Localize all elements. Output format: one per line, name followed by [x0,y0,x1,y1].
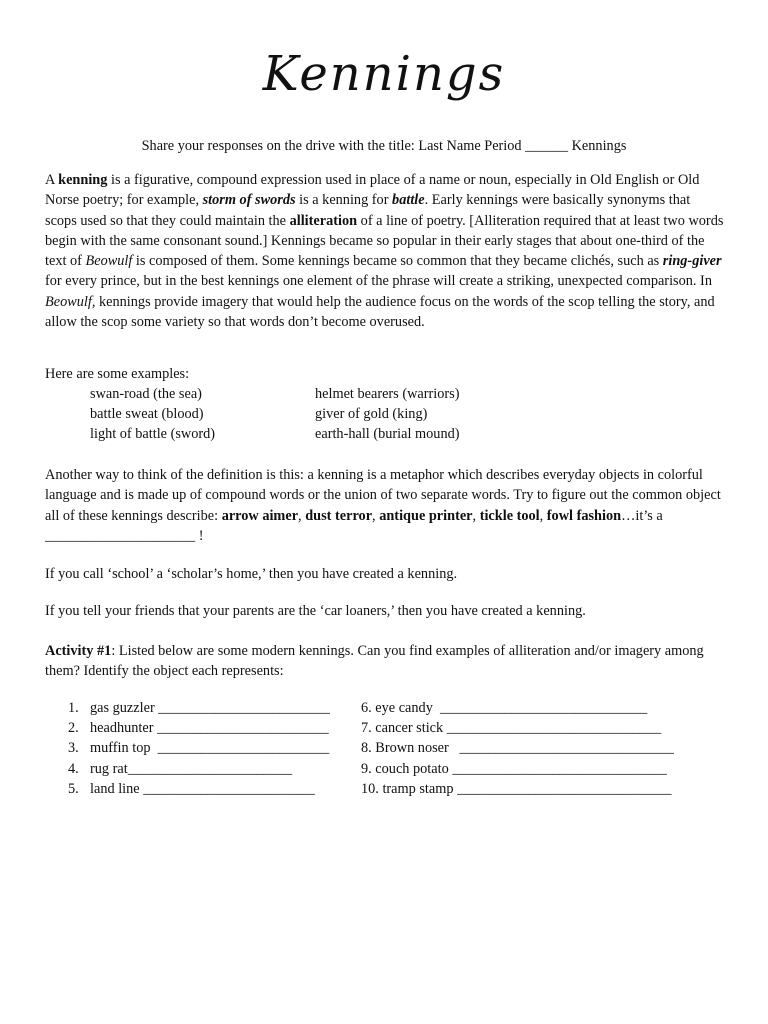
example-battle: battle [392,192,425,209]
example-left: swan-road (the sea) [90,386,202,402]
example-right: helmet bearers (warriors) [315,386,460,402]
answer-blank[interactable]: ______________________________ [452,761,667,777]
answer-blank[interactable]: ________________________ [157,740,330,756]
example-left: battle sweat (blood) [90,406,204,422]
answer-blank[interactable]: ______________________________ [457,781,672,797]
example-row [90,386,690,406]
activity-item: 6. eye candy _____________________________ [361,700,648,716]
example-row [90,406,690,426]
car-example: If you tell your friends that your parents are the ‘car loaners,’ then you have created a kenning. [45,603,586,619]
example-right: giver of gold (king) [315,406,428,422]
activity-item: 3. muffin top ________________________ [68,740,330,756]
example-left: light of battle (sword) [90,426,216,442]
activity-item: 2. headhunter ________________________ [68,720,329,736]
answer-blank[interactable]: ______________________________ [446,720,662,736]
activity-item: 5. land line ________________________ [68,781,315,797]
activity-item: 8. Brown noser ______________________________ [361,740,674,756]
activity-instructions: Activity #1: Listed below are some modern kennings. Can you find examples of alliteration and/or imagery among them? Identify the object each represents: [45,643,704,680]
examples-heading: Here are some examples: [45,366,190,382]
term-alliteration: alliteration [289,212,358,229]
activity-label: Activity #1 [45,643,112,659]
example-storm-of-swords: storm of swords [202,192,296,209]
example-ring-giver: ring-giver [662,253,722,270]
answer-blank[interactable]: _____________________________ [440,700,648,716]
answer-blank[interactable]: ________________________ [158,700,330,716]
intro-paragraph: A kenning is a figurative, compound expression used in place of a name or noun, especially in Old English or Old Norse poetry; for example, storm of swords is a kenning for battle. Early kennings were basically synonyms that scops used so that they could maintain the alliteration of a line of poetry. [Alliteration required that at least two words begin with the same consonant sound.] Kennings became so popular in their early stages that about one-third of the text of Beowulf is composed of them. Some kennings became so common that they became clichés, such as ring-giver for every prince, but in the best kennings one element of the phrase will create a striking, unexpected comparison. In Beowulf, kennings provide imagery that would help the audience focus on the words of the scop telling the story, and allow the scop some variety so that words don’t become overused. [45,172,724,331]
definition-paragraph: Another way to think of the definition is this: a kenning is a metaphor which describes everyday objects in colorful language and is made up of compound words or the union of two separate words. Try to figure out the common object all of these kennings describe: arrow aimer, dust terror, antique printer, tickle tool, fowl fashion…it’s a _____________________ ! [45,467,721,544]
activity-item: 7. cancer stick ______________________________ [361,720,662,736]
answer-blank[interactable]: ________________________ [157,720,329,736]
example-row [90,426,690,446]
example-right: earth-hall (burial mound) [315,426,460,442]
answer-blank[interactable]: ________________________ [143,781,315,797]
term-kenning: kenning [58,172,108,188]
school-example: If you call ‘school’ a ‘scholar’s home,’ then you have created a kenning. [45,566,458,582]
submission-instructions: Share your responses on the drive with the title: Last Name Period ______ Kennings [141,138,627,154]
activity-item: 10. tramp stamp ______________________________ [361,781,672,797]
page-title: Kennings [262,46,506,102]
activity-item: 9. couch potato ______________________________ [361,761,667,777]
answer-blank[interactable]: ______________________________ [459,740,674,756]
activity-item: 1. gas guzzler ________________________ [68,700,330,716]
answer-blank[interactable]: _______________________ [127,761,293,777]
activity-item: 4. rug rat_______________________ [68,761,293,777]
